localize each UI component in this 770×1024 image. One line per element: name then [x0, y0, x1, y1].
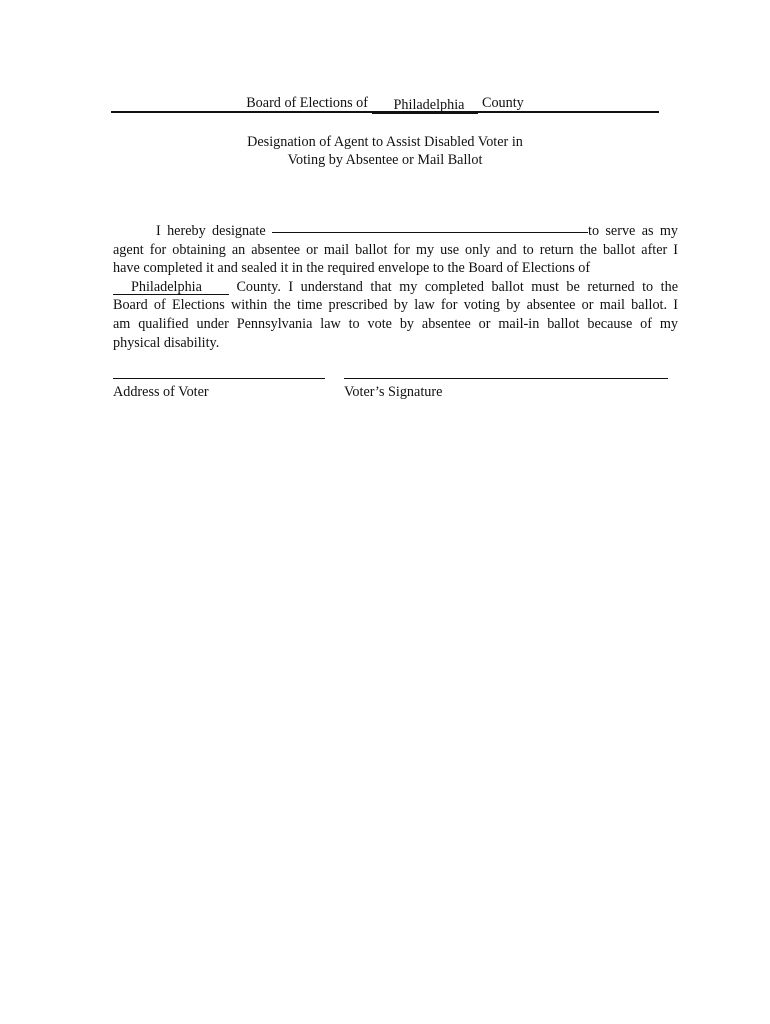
- paragraph-line-3: have completed it and sealed it in the required envelope to the Board of Elections of: [113, 260, 591, 277]
- voter-signature-field[interactable]: [344, 378, 668, 379]
- header-prefix: Board of Elections of: [246, 95, 368, 111]
- paragraph-line-5: Board of Elections within the time prescribed by law for voting by absentee or mail ballot. I: [113, 297, 678, 314]
- paragraph-line-6: am qualified under Pennsylvania law to vote by absentee or mail-in ballot because of my: [113, 315, 678, 332]
- document-title: [0, 133, 770, 169]
- designate-text: I hereby designate: [156, 223, 266, 239]
- serve-text: to serve as my: [588, 223, 679, 239]
- paragraph-line-2: agent for obtaining an absentee or mail ballot for my use only and to return the ballot after I: [113, 241, 678, 258]
- county-understand-text: County. I understand that my completed ballot must be returned to the: [236, 278, 678, 295]
- agent-name-field[interactable]: [272, 220, 588, 233]
- board-of-elections-header: [0, 94, 770, 112]
- address-of-voter-label: Address of Voter: [113, 384, 209, 400]
- title-line-1: Designation of Agent to Assist Disabled Voter in: [247, 134, 523, 150]
- paragraph-line-7: physical disability.: [113, 334, 220, 351]
- header-rule: [111, 111, 659, 113]
- header-suffix: County: [482, 95, 524, 111]
- voter-signature-label: Voter’s Signature: [344, 384, 443, 400]
- title-line-2: Voting by Absentee or Mail Ballot: [287, 152, 483, 168]
- body-county-field[interactable]: Philadelphia: [113, 280, 229, 295]
- paragraph-line-1: [113, 222, 678, 241]
- county-name-field[interactable]: Philadelphia: [372, 97, 479, 114]
- designation-paragraph: [113, 222, 678, 352]
- paragraph-line-4: [113, 278, 678, 297]
- address-of-voter-field[interactable]: [113, 378, 325, 379]
